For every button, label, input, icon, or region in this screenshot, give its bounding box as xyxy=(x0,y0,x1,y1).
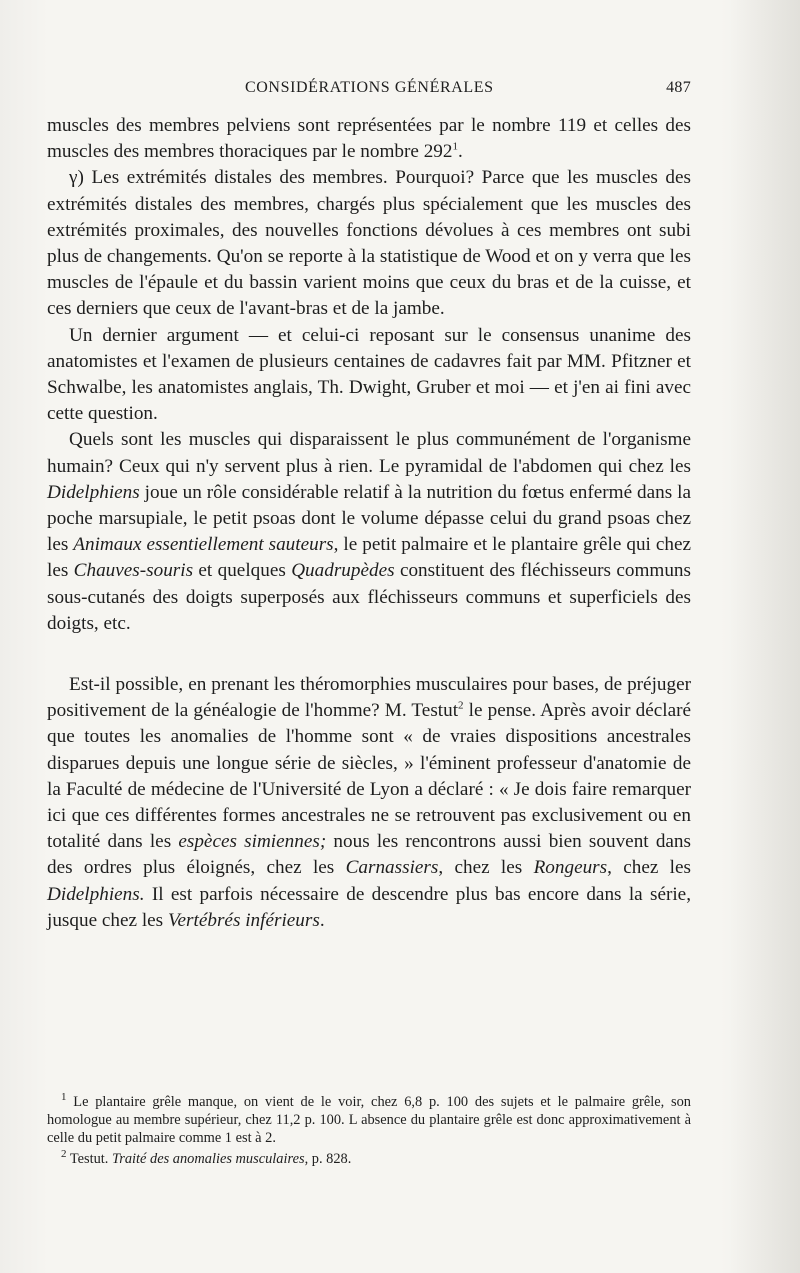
paragraph-4 xyxy=(47,427,691,637)
term-quadrupedes: Quadrupèdes xyxy=(291,560,395,582)
paragraph-4-text-a: Quels sont les muscles qui disparaissent le plus communément de l'organisme humain? Ceux qui n'y servent plus à rien. Le pyramidal de l'abdomen qui chez les xyxy=(47,429,691,477)
footnote-ref-1: 1 xyxy=(452,140,458,153)
term-carnassiers: Carnassiers xyxy=(345,857,439,879)
paragraph-3-text: Un dernier argument — et celui-ci reposant sur le consensus unanime des anatomistes et l'examen de plusieurs centaines de cadavres fait par MM. Pfitzner et Schwalbe, les anatomistes anglais, Th. Dwight, Gruber et moi — et j'en ai fini avec cette question. xyxy=(47,324,691,425)
term-chauves-souris: Chauves-souris xyxy=(73,560,194,582)
paragraph-4-text-e: constituent des fléchisseurs communs sous-cutanés des doigts superposés aux fléchisseurs communs et superficiels des doigts, etc. xyxy=(47,560,691,634)
term-vertebres-inferieurs: Vertébrés inférieurs xyxy=(167,909,320,931)
paragraph-1 xyxy=(47,113,691,165)
footnote-2-mark: 2 xyxy=(61,1148,67,1161)
footnote-2-rest: , p. 828. xyxy=(304,1151,352,1168)
paragraph-2-label: γ) xyxy=(69,167,84,189)
page-edge-shadow xyxy=(730,0,800,1273)
paragraph-4-text-d: et quelques xyxy=(193,560,292,582)
paragraph-5-text-c: nous les rencontrons aussi bien souvent dans des ordres plus éloignés, chez les xyxy=(47,831,691,879)
paragraph-5 xyxy=(47,672,691,934)
footnote-ref-2: 2 xyxy=(458,699,464,712)
paragraph-1-end: . xyxy=(458,141,463,163)
term-animaux-sauteurs: Animaux essentiellement sauteurs xyxy=(73,534,334,556)
footnote-1-text: Le plantaire grêle manque, on vient de le voir, chez 6,8 p. 100 des sujets et le palmaire grêle, son homologue au membre supérieur, chez 11,2 p. 100. L absence du plantaire grêle est donc approximativement à celle du petit palmaire comme 1 est à 2. xyxy=(47,1094,691,1146)
paragraph-4-text-b: joue un rôle considérable relatif à la nutrition du fœtus enfermé dans la poche marsupiale, le petit psoas dont le volume dépasse celui du grand psoas chez les xyxy=(47,481,691,556)
paragraph-5-text-d: , chez les xyxy=(438,857,534,879)
paragraph-5-text-a: Est-il possible, en prenant les théromorphies musculaires pour bases, de préjuger positivement de la généalogie de l'homme? M. Testut xyxy=(47,674,691,722)
footnote-2-title: Traité des anomalies musculaires xyxy=(112,1151,305,1168)
paragraph-1-text: muscles des membres pelviens sont représentées par le nombre 119 et celles des muscles des membres thoraciques par le nombre 292 xyxy=(47,115,691,163)
paragraph-2 xyxy=(47,165,691,322)
paragraph-4-text-c: , le petit palmaire et le plantaire grêle qui chez les xyxy=(47,534,691,582)
page-number: 487 xyxy=(666,79,691,96)
footnote-2-author: Testut. xyxy=(69,1151,109,1168)
footnotes xyxy=(47,1091,691,1169)
term-especes-simiennes: espèces simiennes; xyxy=(178,831,327,853)
term-rongeurs: Rongeurs xyxy=(533,857,608,879)
footnote-1-mark: 1 xyxy=(61,1091,67,1104)
running-title: CONSIDÉRATIONS GÉNÉRALES xyxy=(245,79,494,96)
footnote-2 xyxy=(47,1148,691,1169)
running-header xyxy=(47,79,691,101)
paragraph-5-text-e: , chez les xyxy=(607,857,691,879)
paragraph-5-text-f: Il est parfois nécessaire de descendre plus bas encore dans la série, jusque chez les xyxy=(47,883,691,931)
paragraph-5-text-b: le pense. Après avoir déclaré que toutes les anomalies de l'homme sont « de vraies dispositions ancestrales disparues depuis une longue série de siècles, » l'éminent professeur d'anatomie de la Faculté de médecine de l'Université de Lyon a déclaré : « Je dois faire remarquer ici que ces différentes formes ancestrales ne se retrouvent pas exclusivement ou en totalité dans les xyxy=(47,700,691,853)
paragraph-3 xyxy=(47,323,691,428)
term-didelphiens-2: Didelphiens. xyxy=(47,883,145,905)
paragraph-5-end: . xyxy=(319,909,325,931)
paragraph-2-text: Les extrémités distales des membres. Pourquoi? Parce que les muscles des extrémités distales des membres, chargés plus spécialement que les muscles des extrémités proximales, des nouvelles fonctions dévolues à ces membres ont subi plus de changements. Qu'on se reporte à la statistique de Wood et on y verra que les muscles de l'épaule et du bassin varient moins que ceux du bras et de la cuisse, et ces derniers que ceux de l'avant-bras et de la jambe. xyxy=(47,167,691,320)
footnote-1 xyxy=(47,1091,691,1147)
term-didelphiens: Didelphiens xyxy=(47,481,140,503)
body-text xyxy=(47,113,691,934)
